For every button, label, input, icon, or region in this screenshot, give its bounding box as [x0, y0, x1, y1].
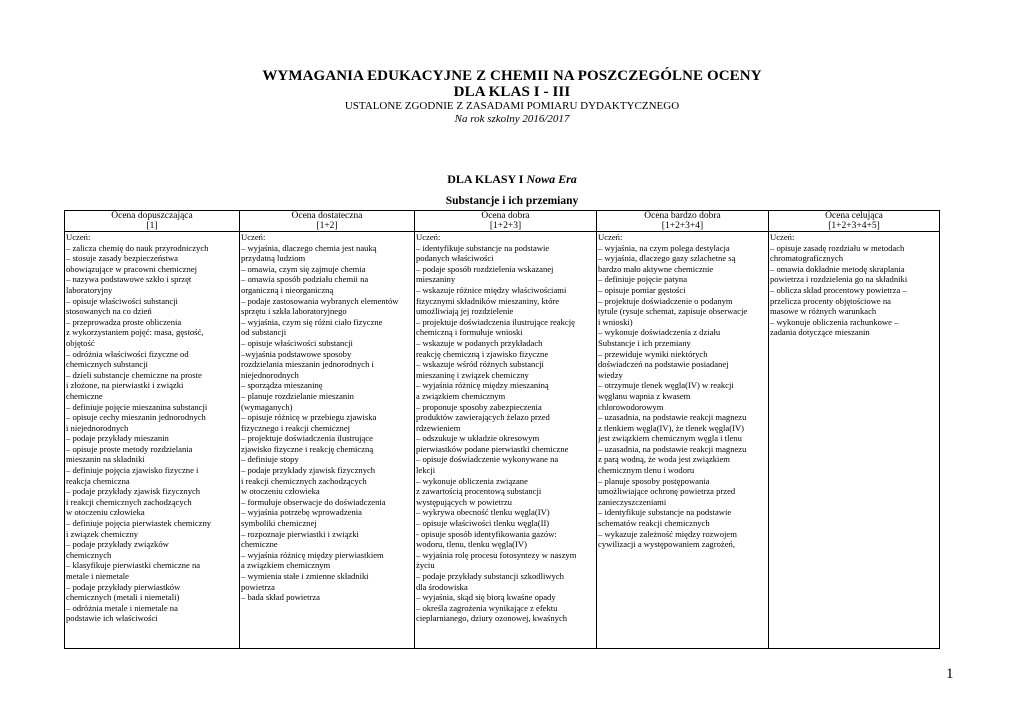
requirement-line: pierwiastków podane pierwiastki chemiczne: [416, 443, 569, 454]
requirement-line: – opisuje właściwości substancji: [66, 295, 178, 306]
requirement-line: – odróżnia właściwości fizyczne od: [66, 348, 189, 359]
requirement-line: reakcja chemiczna: [66, 475, 130, 486]
grade-header: [240, 211, 415, 232]
requirement-line: – wykonuje obliczenia rachunkowe –: [770, 316, 899, 327]
requirement-line: z tlenkiem węgla(IV), że tlenek węgla(IV): [598, 422, 745, 433]
requirement-line: dla środowiska: [416, 581, 468, 592]
requirement-line: – oblicza skład procentowy powietrza –: [770, 284, 907, 295]
requirement-line: jest związkiem chemicznym węgla i tlenu: [598, 433, 742, 444]
document-title: WYMAGANIA EDUKACYJNE Z CHEMII NA POSZCZEGÓLNE OCENY: [262, 68, 762, 84]
requirement-line: – klasyfikuje pierwiastki chemiczne na: [66, 560, 201, 571]
requirement-line: rdzewieniem: [416, 422, 461, 433]
requirement-line: od substancji: [241, 327, 287, 338]
requirement-line: – wyjaśnia potrzebę wprowadzenia: [241, 507, 362, 518]
grade-header: [65, 211, 240, 232]
grade-name: Ocena bardzo dobra: [644, 211, 721, 221]
requirement-line: – wyjaśnia różnicę między mieszaniną: [416, 380, 549, 391]
requirement-line: doświadczeń na podstawie posiadanej: [598, 359, 729, 370]
requirement-line: powietrza: [241, 581, 275, 592]
requirement-line: – wyjaśnia, dlaczego gazy szlachetne są: [598, 253, 736, 264]
requirement-line: zanieczyszczeniami: [598, 496, 667, 507]
requirement-line: z parą wodną, że woda jest związkiem: [598, 454, 730, 465]
requirement-line: – wyjaśnia różnicę między pierwiastkiem: [241, 549, 384, 560]
requirement-line: cywilizacji a występowaniem zagrożeń,: [598, 539, 735, 550]
requirement-line: podanych właściwości: [416, 253, 494, 264]
requirements-table: [64, 210, 940, 649]
requirement-line: – zalicza chemię do nauk przyrodniczych: [66, 242, 209, 253]
requirement-line: w otoczeniu człowieka: [66, 507, 145, 518]
requirement-line: – podaje przykłady mieszanin: [66, 433, 169, 444]
requirement-line: – opisuje właściwości substancji: [241, 337, 353, 348]
requirement-line: – opisuje cechy mieszanin jednorodnych: [66, 412, 206, 423]
requirement-line: – formułuje obserwacje do doświadczenia: [241, 496, 386, 507]
requirement-line: organiczną i nieorganiczną: [241, 284, 334, 295]
requirement-line: produktów zawierających żelazo przed: [416, 412, 550, 423]
requirements-row: [65, 232, 940, 649]
requirement-line: – omawia sposób podziału chemii na: [241, 274, 369, 285]
requirement-line: – przewiduje wyniki niektórych: [598, 348, 708, 359]
requirement-line: mieszaninę i związek chemiczny: [416, 369, 529, 380]
requirement-line: chemiczne: [66, 390, 103, 401]
requirement-line: z wykorzystaniem pojęć: masa, gęstość,: [66, 327, 204, 338]
requirement-line: fizycznego i reakcji chemicznej: [241, 422, 351, 433]
requirement-line: stosowanych na co dzień: [66, 306, 152, 317]
requirement-line: – opisuje doświadczenie wykonywane na: [416, 454, 559, 465]
requirement-line: – opisuje proste metody rozdzielania: [66, 443, 193, 454]
requirement-line: – wykrywa obecność tlenku węgla(IV): [416, 507, 550, 518]
requirement-line: przydatną ludziom: [241, 253, 306, 264]
textbook-series: Nowa Era: [526, 172, 577, 186]
requirement-line: – wskazuje wśród różnych substancji: [416, 359, 544, 370]
requirement-line: symboliki chemicznej: [241, 518, 317, 529]
requirement-line: – nazywa podstawowe szkło i sprzęt: [66, 274, 192, 285]
grade-name: Ocena dobra: [481, 211, 530, 221]
requirement-line: – proponuje sposoby zabezpieczenia: [416, 401, 542, 412]
requirement-line: - opisuje sposób identyfikowania gazów:: [416, 528, 557, 539]
requirement-line: powietrza i rozdzielenia go na składniki: [770, 274, 908, 285]
requirement-line: wiedzy: [598, 369, 623, 380]
requirement-line: – wskazuje różnice między właściwościami: [416, 284, 567, 295]
grade-header: [415, 211, 597, 232]
requirement-line: – bada skład powietrza: [241, 592, 320, 603]
requirements-cell: [769, 232, 940, 649]
requirement-line: fizycznymi składników mieszaniny, które: [416, 295, 560, 306]
requirement-line: umożliwiają jej rozdzielenie: [416, 306, 514, 317]
requirement-line: cieplarnianego, dziury ozonowej, kwaśnych: [416, 613, 568, 624]
grade-code: [1+2+3+4+5]: [828, 221, 880, 231]
grade-code: [1]: [146, 221, 158, 231]
requirement-line: – opisuje pomiar gęstości: [598, 284, 686, 295]
school-year: Na rok szkolny 2016/2017: [454, 113, 570, 125]
requirements-cell: [415, 232, 597, 649]
requirement-line: – uzasadnia, na podstawie reakcji magnezu: [598, 443, 747, 454]
requirement-line: – identyfikuje substancje na podstawie: [416, 242, 550, 253]
requirement-line: – definiuje pojęcia pierwiastek chemiczny: [66, 518, 212, 529]
class-heading-prefix: DLA KLASY I: [447, 172, 527, 186]
requirement-line: i niejednorodnych: [66, 422, 129, 433]
requirement-line: chromatograficznych: [770, 253, 844, 264]
requirements-cell: [240, 232, 415, 649]
requirement-line: – podaje sposób rozdzielenia wskazanej: [416, 263, 554, 274]
requirement-line: – podaje przykłady pierwiastków: [66, 581, 181, 592]
requirement-line: schematów reakcji chemicznych: [598, 518, 710, 529]
requirement-line: – definiuje stopy: [241, 454, 299, 465]
requirement-line: zadania dotyczące mieszanin: [770, 327, 870, 338]
requirement-line: obowiązujące w pracowni chemicznej: [66, 263, 197, 274]
requirement-line: – identyfikuje substancje na podstawie: [598, 507, 732, 518]
requirement-line: Uczeń:: [598, 232, 623, 242]
requirement-line: w otoczeniu człowieka: [241, 486, 320, 497]
document-title-classes: DLA KLAS I - III: [453, 84, 571, 100]
grade-name: Ocena celująca: [825, 211, 883, 221]
requirement-line: laboratoryjny: [66, 284, 113, 295]
requirement-line: bardzo mało aktywne chemicznie: [598, 263, 714, 274]
requirement-line: – określa zagrożenia wynikające z efektu: [416, 602, 558, 613]
requirement-line: – odróżnia metale i niemetale na: [66, 602, 178, 613]
requirement-line: – stosuje zasady bezpieczeństwa: [66, 253, 178, 264]
requirement-line: i reakcji chemicznych zachodzących: [241, 475, 367, 486]
requirement-line: – projektuje doświadczenia ilustrujące: [241, 433, 373, 444]
requirement-line: występujących w powietrzu: [416, 496, 512, 507]
requirement-line: – wykonuje obliczenia związane: [416, 475, 528, 486]
requirement-line: tytule (rysuje schemat, zapisuje obserwacje: [598, 306, 748, 317]
document-subtitle: USTALONE ZGODNIE Z ZASADAMI POMIARU DYDAKTYCZNEGO: [344, 100, 680, 112]
section-title: Substancje i ich przemiany: [445, 195, 579, 207]
grade-header: [597, 211, 769, 232]
requirement-line: Substancje i ich przemiany: [598, 337, 691, 348]
requirement-line: – sporządza mieszaninę: [241, 380, 323, 391]
requirement-line: sprzętu i szkła laboratoryjnego: [241, 306, 347, 317]
requirement-line: Uczeń:: [66, 232, 91, 242]
requirement-line: podstawie ich właściwości: [66, 613, 158, 624]
requirement-line: – podaje przykłady zjawisk fizycznych: [241, 465, 376, 476]
page-number: 1: [946, 666, 954, 682]
requirement-line: (wymaganych): [241, 401, 293, 412]
requirement-line: – podaje przykłady zjawisk fizycznych: [66, 486, 201, 497]
requirement-line: – otrzymuje tlenek węgla(IV) w reakcji: [598, 380, 734, 391]
requirement-line: – przeprowadza proste obliczenia: [66, 316, 182, 327]
requirement-line: – omawia, czym się zajmuje chemia: [241, 263, 366, 274]
requirement-line: – wyjaśnia, dlaczego chemia jest nauką: [241, 242, 377, 253]
requirement-line: chemicznych substancji: [66, 359, 148, 370]
grade-name: Ocena dostateczna: [291, 211, 363, 221]
requirement-line: – projektuje doświadczenie o podanym: [598, 295, 733, 306]
requirement-line: objętość: [66, 337, 95, 348]
requirement-line: wodoru, tlenu, tlenku węgla(IV): [416, 539, 527, 550]
requirement-line: – wskazuje w podanych przykładach: [416, 337, 543, 348]
requirement-line: – odszukuje w układzie okresowym: [416, 433, 540, 444]
requirement-line: –wyjaśnia podstawowe sposoby: [241, 348, 352, 359]
requirement-line: metale i niemetale: [66, 571, 129, 581]
requirement-line: lekcji: [416, 465, 436, 476]
requirement-line: – planuje sposoby postępowania: [598, 475, 710, 486]
requirement-line: – definiuje pojęcia zjawisko fizyczne i: [66, 465, 199, 476]
requirement-line: a związkiem chemicznym: [416, 390, 506, 401]
requirement-line: chemicznych (metali i niemetali): [66, 592, 180, 603]
requirement-line: – podaje przykłady związków: [66, 539, 169, 550]
requirement-line: z zawartością procentową substancji: [416, 486, 542, 497]
requirement-line: zjawisko fizyczne i reakcję chemiczną: [241, 443, 374, 454]
requirement-line: – wykonuje doświadczenia z działu: [598, 327, 721, 338]
requirement-line: chemiczne: [241, 539, 278, 550]
requirement-line: mieszaniny: [416, 274, 456, 285]
requirement-line: mieszanin na składniki: [66, 454, 145, 465]
requirement-line: chlorowodorowym: [598, 401, 664, 412]
requirement-line: – wyjaśnia, na czym polega destylacja: [598, 242, 730, 253]
requirement-line: – wymienia stałe i zmienne składniki: [241, 571, 369, 581]
requirement-line: niejednorodnych: [241, 369, 299, 380]
requirement-line: chemicznych: [66, 549, 112, 560]
requirement-line: – wyjaśnia, czym się różni ciało fizyczne: [241, 316, 383, 327]
requirement-line: i złożone, na pierwiastki i związki: [66, 380, 184, 391]
requirement-line: – opisuje zasadę rozdziału w metodach: [770, 242, 905, 253]
requirement-line: – wyjaśnia rolę procesu fotosyntezy w naszym: [416, 549, 577, 560]
requirement-line: – opisuje różnicę w przebiegu zjawiska: [241, 412, 377, 423]
requirement-line: – definiuje pojęcie patyna: [598, 274, 688, 285]
requirement-line: – projektuje doświadczenia ilustrujące reakcję: [416, 316, 575, 327]
requirement-line: umożliwiające ochronę powietrza przed: [598, 486, 736, 497]
requirement-line: i reakcji chemicznych zachodzących: [66, 496, 192, 507]
requirement-line: i związek chemiczny: [66, 528, 139, 539]
requirement-line: rozdzielania mieszanin jednorodnych i: [241, 359, 374, 370]
grade-name: Ocena dopuszczająca: [111, 211, 193, 221]
grade-header: [769, 211, 940, 232]
requirement-line: – omawia dokładnie metodę skraplania: [770, 263, 905, 274]
requirement-line: węglanu wapnia z kwasem: [598, 390, 691, 401]
requirement-line: Uczeń:: [770, 232, 795, 242]
requirement-line: – dzieli substancje chemiczne na proste: [66, 369, 202, 380]
table-header-row: [65, 211, 940, 232]
requirement-line: – rozpoznaje pierwiastki i związki: [241, 528, 359, 539]
requirement-line: i wnioski): [598, 316, 633, 327]
requirement-line: masowe w różnych warunkach: [770, 306, 877, 317]
requirement-line: chemiczną i formułuje wnioski: [416, 327, 523, 338]
requirement-line: – opisuje właściwości tlenku węgla(II): [416, 518, 550, 529]
document-header: [0, 68, 1024, 126]
requirement-line: – wyjaśnia, skąd się biorą kwaśne opady: [416, 592, 556, 603]
requirement-line: chemicznym tlenu i wodoru: [598, 465, 695, 476]
requirement-line: życiu: [416, 560, 435, 571]
requirement-line: – podaje przykłady substancji szkodliwych: [416, 571, 564, 581]
requirements-cell: [65, 232, 240, 649]
requirement-line: – planuje rozdzielanie mieszanin: [241, 390, 354, 401]
requirement-line: – definiuje pojęcie mieszanina substancji: [66, 401, 208, 412]
grade-code: [1+2+3]: [489, 221, 522, 231]
requirement-line: – uzasadnia, na podstawie reakcji magnezu: [598, 412, 747, 423]
grade-code: [1+2+3+4]: [661, 221, 704, 231]
grade-code: [1+2]: [316, 221, 338, 231]
requirement-line: a związkiem chemicznym: [241, 560, 331, 571]
requirement-line: – wykazuje zależność między rozwojem: [598, 528, 737, 539]
requirement-line: Uczeń:: [241, 232, 266, 242]
requirement-line: reakcję chemiczną i zjawisko fizyczne: [416, 348, 549, 359]
requirement-line: przelicza procenty objętościowe na: [770, 295, 891, 306]
requirement-line: – podaje zastosowania wybranych elementów: [241, 295, 399, 306]
requirement-line: Uczeń:: [416, 232, 441, 242]
class-heading: [0, 172, 1024, 187]
requirements-cell: [597, 232, 769, 649]
